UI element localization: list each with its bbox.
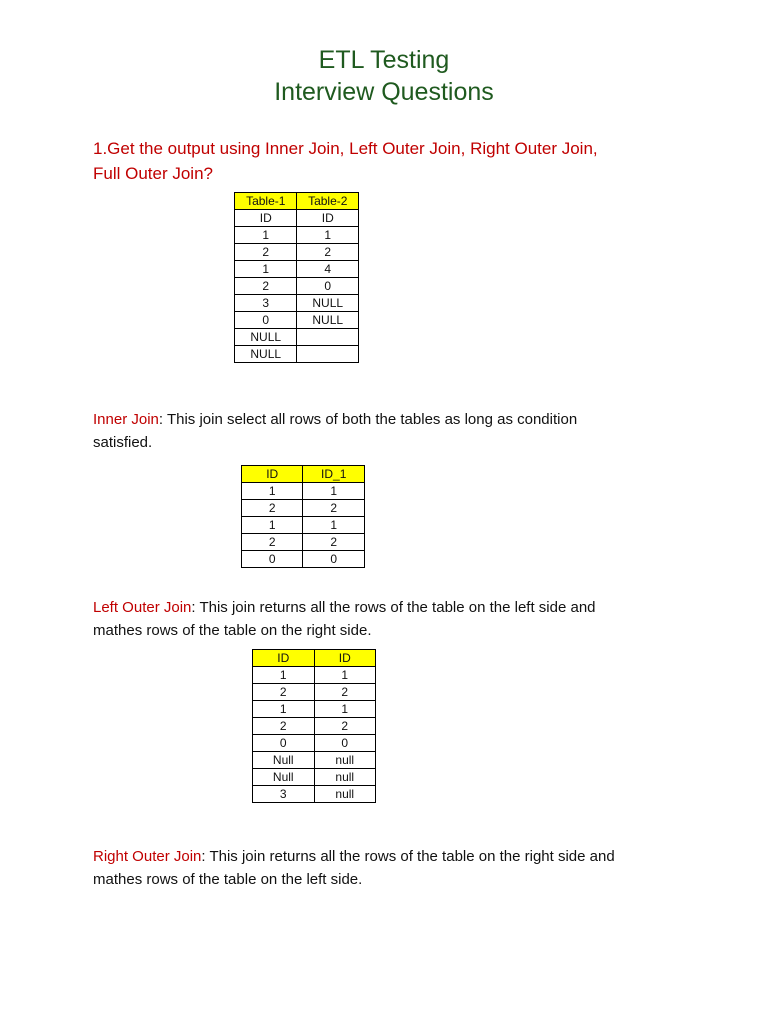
inner-join-table-header-cell: ID_1 [303, 466, 365, 483]
source-table-row [235, 227, 359, 244]
inner-join-table-cell: 2 [242, 500, 303, 517]
left-join-table-row [253, 735, 376, 752]
inner-join-table-cell: 2 [303, 534, 365, 551]
source-table-row [235, 278, 359, 295]
source-table-cell: ID [235, 210, 297, 227]
source-table-cell [297, 329, 359, 346]
left-join-table-row [253, 701, 376, 718]
title-line-2: Interview Questions [274, 78, 494, 106]
left-join-table-cell: 3 [253, 786, 315, 803]
source-table-cell: NULL [235, 346, 297, 363]
left-join-table-cell: 1 [314, 701, 376, 718]
left-join-table-cell: 0 [253, 735, 315, 752]
question-line-2: Full Outer Join? [93, 164, 213, 183]
source-table-cell: NULL [297, 312, 359, 329]
left-join-table-cell: 0 [314, 735, 376, 752]
source-table-row [235, 261, 359, 278]
source-table-cell: 2 [297, 244, 359, 261]
source-table-cell [297, 346, 359, 363]
left-join-term: Left Outer Join [93, 599, 192, 616]
source-table-cell: 1 [297, 227, 359, 244]
source-table [234, 192, 359, 363]
inner-join-term: Inner Join [93, 411, 159, 428]
inner-join-table-cell: 0 [303, 551, 365, 568]
left-join-table-row [253, 752, 376, 769]
inner-join-table-row [242, 517, 365, 534]
left-join-table-cell: 2 [253, 684, 315, 701]
source-table-cell: 2 [235, 244, 297, 261]
left-join-table-header-cell: ID [253, 650, 315, 667]
left-join-table-header-row [253, 650, 376, 667]
left-join-table-row [253, 769, 376, 786]
left-join-table-cell: Null [253, 752, 315, 769]
inner-join-table-cell: 1 [242, 483, 303, 500]
left-join-table-row [253, 718, 376, 735]
inner-join-table-cell: 0 [242, 551, 303, 568]
inner-join-table-header-cell: ID [242, 466, 303, 483]
source-table-row [235, 210, 359, 227]
inner-join-table-cell: 2 [303, 500, 365, 517]
left-join-table [252, 649, 376, 803]
left-join-table-row [253, 786, 376, 803]
source-table-cell: NULL [297, 295, 359, 312]
left-join-table-row [253, 667, 376, 684]
inner-join-text-2: satisfied. [93, 434, 153, 451]
source-table-row [235, 329, 359, 346]
source-table-cell: 3 [235, 295, 297, 312]
document-title [0, 44, 768, 108]
source-table-cell: 0 [297, 278, 359, 295]
left-join-table-cell: Null [253, 769, 315, 786]
left-join-table-cell: null [314, 752, 376, 769]
right-join-term: Right Outer Join [93, 848, 202, 865]
source-table-row [235, 312, 359, 329]
source-table-cell: ID [297, 210, 359, 227]
left-join-table-cell: null [314, 769, 376, 786]
source-table-cell: 1 [235, 227, 297, 244]
source-table-header-cell: Table-2 [297, 193, 359, 210]
inner-join-text-1: : This join select all rows of both the tables as long as condition [158, 411, 578, 428]
source-table-cell: 0 [235, 312, 297, 329]
title-line-1: ETL Testing [318, 46, 450, 74]
question-line-1: 1.Get the output using Inner Join, Left Outer Join, Right Outer Join, [93, 139, 598, 158]
left-join-table-cell: 2 [253, 718, 315, 735]
question-1 [93, 136, 693, 186]
source-table-header-cell: Table-1 [235, 193, 297, 210]
left-join-table-cell: null [314, 786, 376, 803]
inner-join-table-cell: 1 [303, 517, 365, 534]
left-join-table-header-cell: ID [314, 650, 376, 667]
left-join-table-cell: 1 [253, 701, 315, 718]
left-join-table-cell: 2 [314, 684, 376, 701]
source-table-cell: 1 [235, 261, 297, 278]
left-join-table-cell: 1 [314, 667, 376, 684]
right-join-description [93, 845, 693, 891]
inner-join-table-row [242, 483, 365, 500]
inner-join-table [241, 465, 365, 568]
inner-join-table-cell: 1 [242, 517, 303, 534]
source-table-row [235, 244, 359, 261]
inner-join-description [93, 408, 693, 454]
right-join-text-1: : This join returns all the rows of the table on the right side and [201, 848, 615, 865]
source-table-row [235, 295, 359, 312]
left-join-table-row [253, 684, 376, 701]
inner-join-table-header-row [242, 466, 365, 483]
left-join-table-cell: 1 [253, 667, 315, 684]
left-join-description [93, 596, 693, 642]
left-join-text-2: mathes rows of the table on the right side. [93, 622, 372, 639]
right-join-text-2: mathes rows of the table on the left side. [93, 871, 363, 888]
inner-join-table-cell: 2 [242, 534, 303, 551]
source-table-header-row [235, 193, 359, 210]
inner-join-table-row [242, 551, 365, 568]
left-join-table-cell: 2 [314, 718, 376, 735]
inner-join-table-cell: 1 [303, 483, 365, 500]
source-table-row [235, 346, 359, 363]
source-table-cell: 2 [235, 278, 297, 295]
inner-join-table-row [242, 534, 365, 551]
inner-join-table-row [242, 500, 365, 517]
source-table-cell: 4 [297, 261, 359, 278]
source-table-cell: NULL [235, 329, 297, 346]
left-join-text-1: : This join returns all the rows of the table on the left side and [191, 599, 596, 616]
